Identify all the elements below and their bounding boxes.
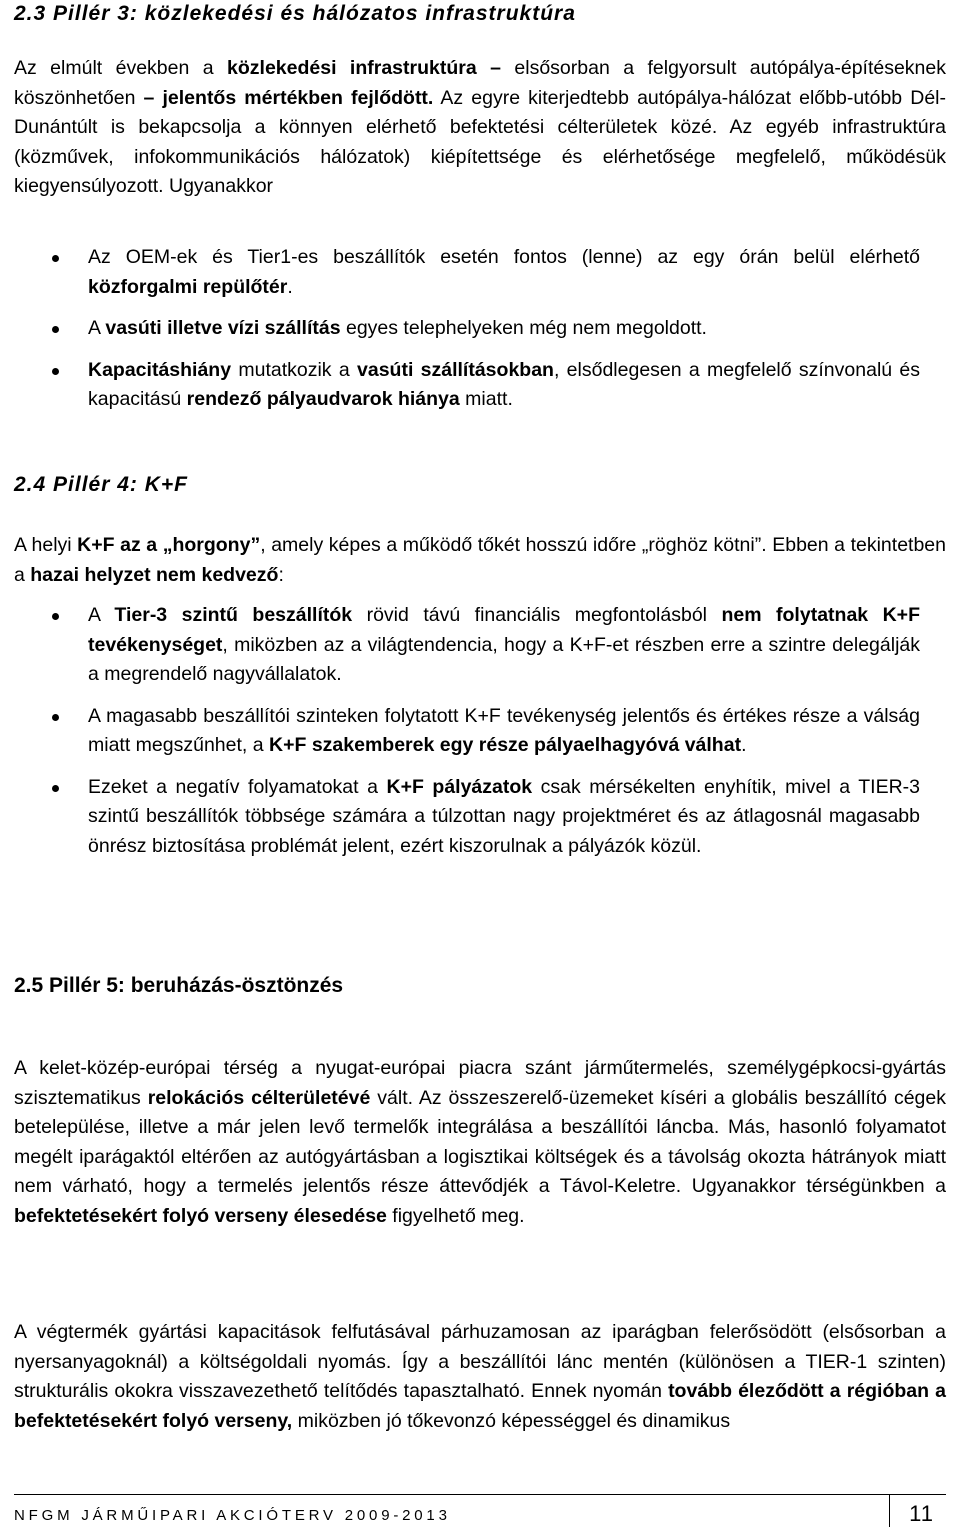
text-run: egyes telephelyeken még nem megoldott. [340,317,707,339]
section-heading-2-5: 2.5 Pillér 5: beruházás-ösztönzés [14,974,344,997]
text-run: . [741,734,747,756]
text-run: Ezeket a negatív folyamatokat a [88,775,387,798]
page-number: 11 [909,1501,934,1526]
bold-text-run: Kapacitáshiány [88,358,232,381]
bold-text-run: vasúti szállításokban [357,358,554,381]
footer-title: NFGM JÁRMŰIPARI AKCIÓTERV 2009-2013 [14,1507,451,1524]
text-run: miatt. [459,388,513,410]
bold-text-run: relokációs célterületévé [147,1086,371,1109]
text-run: Az OEM-ek és Tier1-es beszállítók esetén fontos (lenne) az egy órán belül elérhető [88,246,920,268]
text-run: A végtermék gyártási kapacitások felfutásával párhuzamosan az iparágban felerősödött (elsősorban a nyersanyagoknál) a költségoldali nyomás. Így a beszállítói lánc mentén (különösen a TIER-1 szinten) strukturális okokra visszavezethető telítődés tapasztalható. Ennek nyomán [14,1321,946,1402]
text-run: figyelhető meg. [386,1204,525,1227]
text-run: , amely képes a működő tőkét hosszú időre „röghöz kötni”. Ebben a tekintetben a [14,534,946,586]
bullet-list-2-4 [14,601,920,861]
text-run: A helyi [14,534,78,556]
text-run: , miközben az a világtendencia, hogy a K+F-et részben erre a szintre delegálják a megrendelő nagyvállalatok. [88,633,920,685]
text-run: rövid távú financiális megfontolásból [352,604,722,626]
text-run: elsősorban a felgyorsult autópálya-építéseknek köszönhetően [14,57,947,109]
bold-text-run: K+F szakemberek egy része pályaelhagyóvá válhat [269,734,742,756]
text-run: A kelet-közép-európai térség a nyugat-európai piacra szánt járműtermelés, személygépkocsi-gyártás szisztematikus [14,1057,946,1109]
text-run: mutatkozik a [231,358,357,381]
paragraph-2-4-intro [14,531,946,590]
bold-text-run: Tier-3 szintű beszállítók [114,604,353,626]
bold-text-run: tovább éleződött a régióban a befektetésekért folyó verseny, [14,1380,947,1432]
paragraph-2-3-intro [14,54,946,202]
footer-divider [889,1495,891,1527]
list-item [14,314,920,344]
bullet-list-2-3 [14,243,920,415]
page-footer [14,1494,946,1531]
list-item [14,601,920,690]
section-heading-2-4: 2.4 Pillér 4: K+F [14,473,188,496]
bold-text-run: befektetésekért folyó verseny élesedése [14,1204,387,1227]
section-heading-2-3: 2.3 Pillér 3: közlekedési és hálózatos infrastruktúra [14,2,576,25]
text-run: A magasabb beszállítói szinteken folytatott K+F tevékenység jelentős és értékes része a válság miatt megszűnhet, a [88,704,920,756]
list-item [14,243,920,302]
text-run: csak mérsékelten enyhítik, mivel a TIER-3 szintű beszállítók többsége számára a túlzottan nagy projektméret és az átlagosnál magasabb önrész biztosítása problémát jelent, ezért kiszorulnak a pályázók közül. [88,775,920,857]
text-run: vált. Az összeszerelő-üzemeket kíséri a globális beszállító cégek betelepülése, illetve a már jelen levő termelők integrálása a beszállítói láncba. Más, hasonló folyamatot megélt iparágaktól eltérően az autógyártásban a logisztikai költségek és a távolság okozta hátrányok miatt nem várható, hogy a termelés jelentős része áttevődjék a Távol-Keletre. Ugyanakkor térségünkben a [14,1086,946,1197]
text-run: , elsődlegesen a megfelelő színvonalú és kapacitású [88,358,921,410]
text-run: Az egyre kiterjedtebb autópálya-hálózat előbb-utóbb Dél-Dunántúlt is bekapcsolja a könnyen elérhető befektetési célterületek közé. Az egyéb infrastruktúra (közművek, infokommunikációs hálózatok) kiépítettsége és elérhetősége megfelelő, működésük kiegyensúlyozott. Ugyanakkor [14,86,946,197]
bold-text-run: nem folytatnak K+F tevékenységet [88,604,920,656]
list-item [14,356,920,415]
bold-text-run: – jelentős mértékben fejlődött. [143,86,434,109]
text-run: miközben jó tőkevonzó képességgel és dinamikus [292,1409,731,1432]
text-run: A [88,604,115,626]
bold-text-run: közforgalmi repülőtér [88,275,288,298]
text-run: . [287,275,293,298]
text-run: : [278,563,284,586]
text-run: Az elmúlt években a [14,57,228,79]
text-run: A [88,317,106,339]
bold-text-run: hazai helyzet nem kedvező [30,563,279,586]
bold-text-run: vasúti illetve vízi szállítás [105,317,341,339]
list-item [14,702,920,761]
list-item [14,773,920,862]
bold-text-run: K+F pályázatok [386,775,533,798]
paragraph-2-5-second [14,1318,946,1436]
bold-text-run: K+F az a „horgony” [77,534,261,556]
bold-text-run: rendező pályaudvarok hiánya [186,388,460,410]
bold-text-run: közlekedési infrastruktúra – [227,57,515,79]
paragraph-2-5-first [14,1054,946,1231]
